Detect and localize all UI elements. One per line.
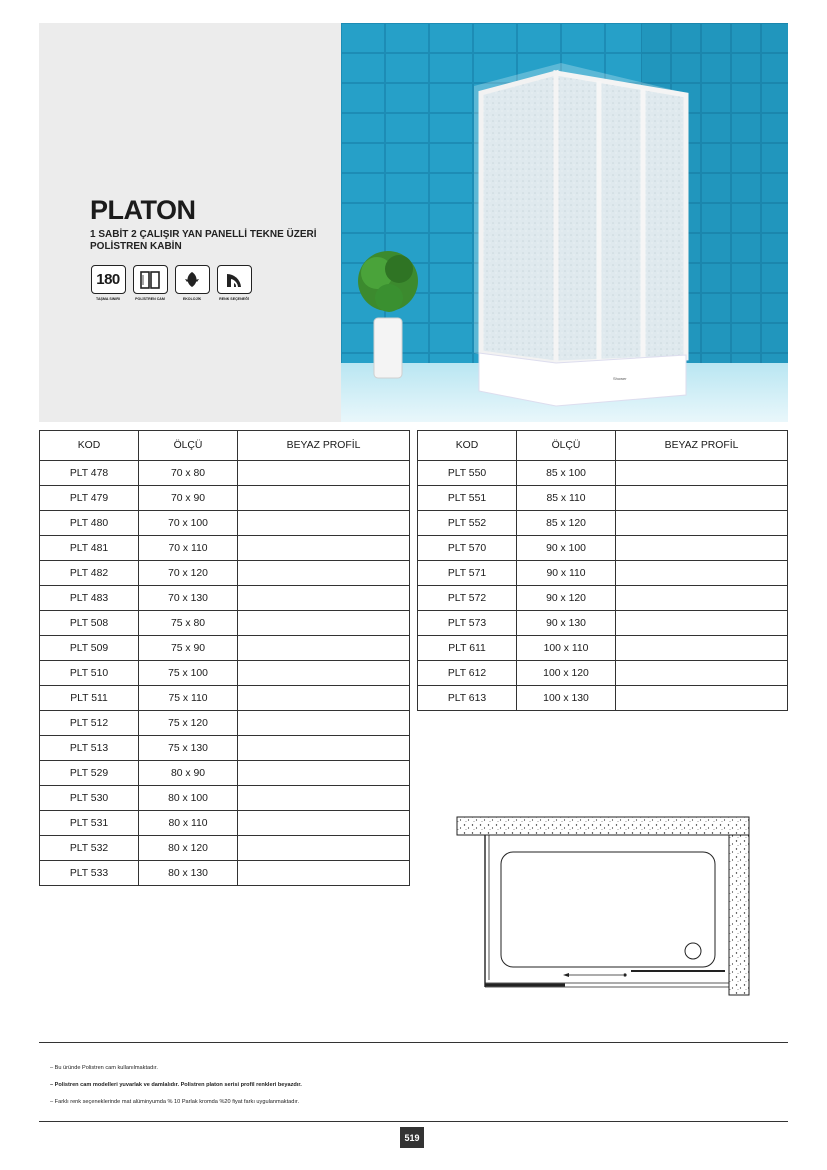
- cell-kod: PLT 551: [418, 486, 517, 511]
- table-row: [40, 686, 410, 711]
- cell-beyaz-profil: [238, 461, 410, 486]
- cell-kod: PLT 481: [40, 536, 139, 561]
- badge-glass: POLİSTREN CAM: [132, 265, 168, 301]
- cell-olcu: 70 x 110: [139, 536, 238, 561]
- cell-olcu: 75 x 110: [139, 686, 238, 711]
- cell-beyaz-profil: [238, 661, 410, 686]
- cell-olcu: 80 x 90: [139, 761, 238, 786]
- header-beyaz-profil: BEYAZ PROFİL: [616, 431, 788, 461]
- cell-olcu: 80 x 100: [139, 786, 238, 811]
- cell-beyaz-profil: [238, 711, 410, 736]
- cell-kod: PLT 483: [40, 586, 139, 611]
- cell-kod: PLT 570: [418, 536, 517, 561]
- cell-olcu: 85 x 110: [517, 486, 616, 511]
- table-row: [418, 636, 788, 661]
- product-title: PLATON: [90, 195, 196, 225]
- table-row: [40, 461, 410, 486]
- cell-kod: PLT 508: [40, 611, 139, 636]
- cell-kod: PLT 552: [418, 511, 517, 536]
- cell-beyaz-profil: [616, 586, 788, 611]
- table-row: [40, 711, 410, 736]
- cell-beyaz-profil: [238, 636, 410, 661]
- cell-beyaz-profil: [616, 686, 788, 711]
- cell-kod: PLT 572: [418, 586, 517, 611]
- cell-beyaz-profil: [616, 511, 788, 536]
- cell-beyaz-profil: [238, 536, 410, 561]
- cell-beyaz-profil: [616, 661, 788, 686]
- subtitle-line: 1 SABİT 2 ÇALIŞIR YAN PANELLİ TEKNE ÜZERİ: [90, 229, 317, 240]
- shower-cabin-illustration: [341, 23, 788, 422]
- cell-olcu: 80 x 120: [139, 836, 238, 861]
- page-number: 519: [400, 1127, 424, 1148]
- table-row: [40, 861, 410, 886]
- price-table-right: [417, 430, 788, 711]
- cell-olcu: 75 x 90: [139, 636, 238, 661]
- cell-olcu: 75 x 80: [139, 611, 238, 636]
- cell-kod: PLT 512: [40, 711, 139, 736]
- cell-kod: PLT 529: [40, 761, 139, 786]
- cell-olcu: 85 x 100: [517, 461, 616, 486]
- table-header-row: [418, 431, 788, 461]
- cell-kod: PLT 482: [40, 561, 139, 586]
- cell-beyaz-profil: [238, 686, 410, 711]
- cell-olcu: 75 x 130: [139, 736, 238, 761]
- cell-kod: PLT 509: [40, 636, 139, 661]
- cell-olcu: 80 x 130: [139, 861, 238, 886]
- table-row: [418, 461, 788, 486]
- cell-olcu: 100 x 130: [517, 686, 616, 711]
- header-kod: KOD: [418, 431, 517, 461]
- color-option-icon: [224, 270, 244, 290]
- table-row: [418, 536, 788, 561]
- cell-kod: PLT 478: [40, 461, 139, 486]
- cell-olcu: 100 x 110: [517, 636, 616, 661]
- cell-beyaz-profil: [238, 586, 410, 611]
- cell-olcu: 75 x 120: [139, 711, 238, 736]
- cell-olcu: 80 x 110: [139, 811, 238, 836]
- cell-olcu: 75 x 100: [139, 661, 238, 686]
- cell-kod: PLT 612: [418, 661, 517, 686]
- table-row: [40, 661, 410, 686]
- product-photo: [341, 23, 788, 422]
- table-row: [418, 611, 788, 636]
- table-row: [40, 486, 410, 511]
- cell-olcu: 70 x 120: [139, 561, 238, 586]
- note-line: – Polistren cam modelleri yuvarlak ve damlalıdır. Polistren platon serisi profil renkleri beyazdır.: [50, 1082, 302, 1088]
- divider: [39, 1121, 788, 1122]
- table-row: [40, 561, 410, 586]
- cell-beyaz-profil: [238, 611, 410, 636]
- cell-olcu: 90 x 100: [517, 536, 616, 561]
- table-row: [40, 761, 410, 786]
- cell-beyaz-profil: [238, 861, 410, 886]
- cell-kod: PLT 480: [40, 511, 139, 536]
- glass-panel-icon: [139, 270, 161, 290]
- cell-beyaz-profil: [238, 761, 410, 786]
- table-row: [418, 561, 788, 586]
- cell-olcu: 70 x 80: [139, 461, 238, 486]
- cell-kod: PLT 550: [418, 461, 517, 486]
- table-row: [418, 486, 788, 511]
- cell-beyaz-profil: [238, 811, 410, 836]
- cell-kod: PLT 513: [40, 736, 139, 761]
- cell-beyaz-profil: [616, 611, 788, 636]
- footnotes: [50, 1060, 302, 1111]
- header-olcu: ÖLÇÜ: [139, 431, 238, 461]
- cell-kod: PLT 530: [40, 786, 139, 811]
- cell-kod: PLT 611: [418, 636, 517, 661]
- badge-height: 180 TAŞMA SINIRI: [90, 265, 126, 301]
- table-row: [40, 536, 410, 561]
- height-180-icon: 180: [96, 271, 120, 288]
- floor-plan-diagram: [455, 815, 755, 1000]
- cell-beyaz-profil: [238, 561, 410, 586]
- cell-beyaz-profil: [616, 461, 788, 486]
- table-row: [40, 786, 410, 811]
- cell-olcu: 90 x 130: [517, 611, 616, 636]
- table-row: [40, 636, 410, 661]
- cell-beyaz-profil: [616, 536, 788, 561]
- table-row: [40, 836, 410, 861]
- header-olcu: ÖLÇÜ: [517, 431, 616, 461]
- cell-beyaz-profil: [616, 486, 788, 511]
- table-row: [418, 511, 788, 536]
- cell-olcu: 90 x 110: [517, 561, 616, 586]
- cell-kod: PLT 573: [418, 611, 517, 636]
- cell-kod: PLT 571: [418, 561, 517, 586]
- subtitle-line: POLİSTREN KABİN: [90, 241, 182, 252]
- feature-badges: [90, 265, 252, 301]
- cell-beyaz-profil: [238, 486, 410, 511]
- cell-beyaz-profil: [238, 736, 410, 761]
- cell-olcu: 85 x 120: [517, 511, 616, 536]
- table-row: [418, 586, 788, 611]
- cell-beyaz-profil: [238, 836, 410, 861]
- table-row: [40, 611, 410, 636]
- cell-olcu: 70 x 100: [139, 511, 238, 536]
- badge-eco: EKOLOJİK: [174, 265, 210, 301]
- cell-beyaz-profil: [238, 786, 410, 811]
- cell-kod: PLT 511: [40, 686, 139, 711]
- cell-kod: PLT 479: [40, 486, 139, 511]
- cell-kod: PLT 532: [40, 836, 139, 861]
- cell-kod: PLT 510: [40, 661, 139, 686]
- cell-kod: PLT 533: [40, 861, 139, 886]
- divider: [39, 1042, 788, 1043]
- cell-beyaz-profil: [616, 636, 788, 661]
- table-row: [40, 511, 410, 536]
- table-header-row: [40, 431, 410, 461]
- badge-color: RENK SEÇENEĞİ: [216, 265, 252, 301]
- product-subtitle: [90, 229, 320, 253]
- tray-brand: Shower: [613, 376, 627, 381]
- cell-kod: PLT 531: [40, 811, 139, 836]
- table-row: [418, 661, 788, 686]
- cell-beyaz-profil: [616, 561, 788, 586]
- cell-olcu: 100 x 120: [517, 661, 616, 686]
- note-line: – Bu üründe Polistren cam kullanılmaktadır.: [50, 1065, 158, 1071]
- header-kod: KOD: [40, 431, 139, 461]
- eco-leaf-icon: [182, 270, 202, 290]
- table-row: [418, 686, 788, 711]
- table-row: [40, 811, 410, 836]
- note-line: – Farklı renk seçeneklerinde mat alüminyumda % 10 Parlak kromda %20 fiyat farkı uygulanmaktadır.: [50, 1099, 300, 1105]
- cell-olcu: 90 x 120: [517, 586, 616, 611]
- price-table-left: [39, 430, 410, 886]
- header-beyaz-profil: BEYAZ PROFİL: [238, 431, 410, 461]
- cell-olcu: 70 x 90: [139, 486, 238, 511]
- cell-kod: PLT 613: [418, 686, 517, 711]
- table-row: [40, 736, 410, 761]
- cell-olcu: 70 x 130: [139, 586, 238, 611]
- cell-beyaz-profil: [238, 511, 410, 536]
- table-row: [40, 586, 410, 611]
